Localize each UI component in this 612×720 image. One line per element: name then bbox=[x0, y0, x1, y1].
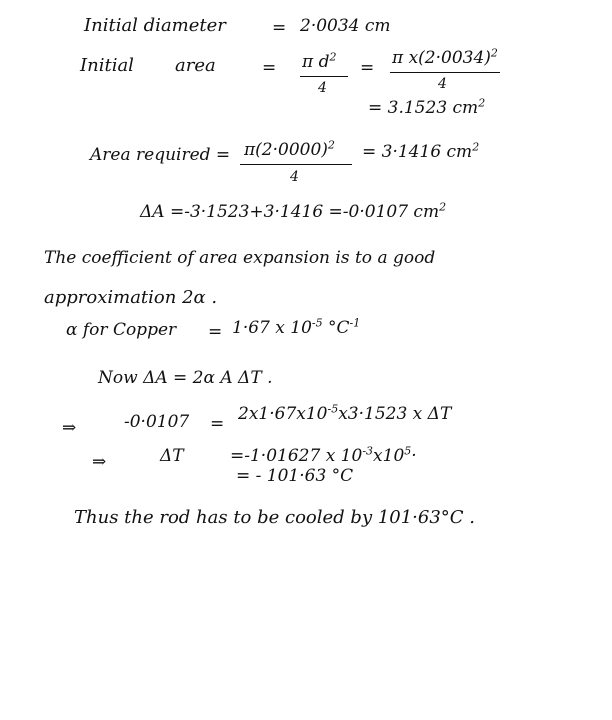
delta-area-equation: ΔA =-3·1523+3·1416 =-0·0107 $cm^2$ bbox=[140, 200, 447, 222]
approximation-statement: approximation 2α . bbox=[44, 287, 218, 308]
fraction-bar bbox=[300, 76, 348, 77]
initial-area-result: = 3.1523 $cm^2$ bbox=[368, 96, 486, 118]
initial-area-label-2: area bbox=[175, 55, 216, 76]
area-formula-numerator: π $d^2$ bbox=[302, 50, 337, 72]
implies-arrow: ⇒ bbox=[92, 452, 107, 472]
substitution-rhs: $2x1\cdot 67x10^{-5}x3\cdot 1523$ x ΔT bbox=[238, 402, 452, 424]
area-required-result: = 3·1416 $cm^2$ bbox=[362, 140, 480, 162]
implies-arrow: ⇒ bbox=[62, 418, 77, 438]
alpha-copper-label: α for Copper bbox=[66, 320, 177, 340]
delta-t-expression: =-1·01627 x $10^{-3}x10^5\cdot$ bbox=[230, 444, 417, 466]
equals-sign: = bbox=[210, 414, 225, 434]
fraction-bar bbox=[240, 164, 352, 165]
area-substitution-numerator: π $x(2\cdot 0034)^2$ bbox=[392, 46, 498, 68]
delta-t-result: = - 101·63 °C bbox=[236, 466, 354, 486]
expansion-relation: Now ΔA = 2α A ΔT . bbox=[98, 368, 273, 388]
initial-diameter-value: 2·0034 cm bbox=[300, 16, 391, 36]
alpha-copper-value: 1·67 x $10^{-5}$ $^\circ C^{-1}$ bbox=[232, 316, 361, 338]
area-substitution-denominator: 4 bbox=[438, 76, 447, 92]
delta-t-label: ΔT bbox=[160, 446, 184, 466]
substitution-lhs: -0·0107 bbox=[124, 412, 190, 432]
area-formula-denominator: 4 bbox=[318, 80, 327, 96]
area-required-denominator: 4 bbox=[290, 169, 299, 185]
area-required-label: Area required = bbox=[90, 145, 231, 165]
fraction-bar bbox=[390, 72, 500, 73]
equals-sign: = bbox=[208, 322, 223, 342]
equals-sign: = bbox=[272, 18, 287, 38]
equals-sign: = bbox=[360, 58, 375, 78]
conclusion-statement: Thus the rod has to be cooled by 101·63°C . bbox=[74, 507, 476, 528]
equals-sign: = bbox=[262, 58, 277, 78]
coefficient-statement: The coefficient of area expansion is to a good bbox=[44, 248, 436, 268]
area-required-numerator: $\pi(2\cdot 0000)^2$ bbox=[244, 138, 335, 160]
initial-diameter-label: Initial diameter bbox=[84, 15, 226, 36]
initial-area-label: Initial bbox=[80, 55, 134, 76]
